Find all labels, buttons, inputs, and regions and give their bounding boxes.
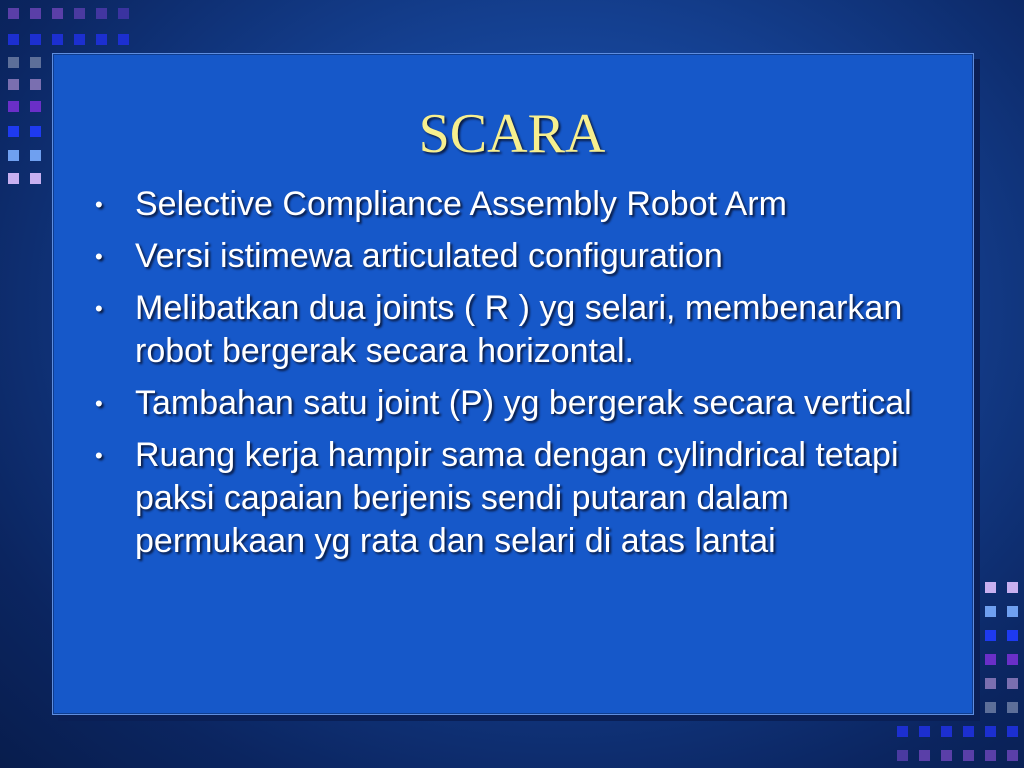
bullet-text: Selective Compliance Assembly Robot Arm [135,185,787,223]
bullet-dot-icon: • [95,443,103,468]
bullet-dot-icon: • [95,192,103,217]
bullet-dot-icon: • [95,391,103,416]
bullet-item [92,287,942,373]
bullet-item [92,183,942,226]
bullet-text: Ruang kerja hampir sama dengan cylindrical tetapi paksi capaian berjenis sendi putaran dalam permukaan yg rata dan selari di atas lantai [135,436,899,560]
bullet-item [92,235,942,278]
bullet-text: Melibatkan dua joints ( R ) yg selari, membenarkan robot bergerak secara horizontal. [135,289,903,370]
bullet-dot-icon: • [95,296,103,321]
bullet-dot-icon: • [95,244,103,269]
bullet-item [92,382,942,425]
bullet-list [92,183,942,572]
slide-title: SCARA [418,103,606,165]
bullet-text: Versi istimewa articulated configuration [135,237,723,275]
bullet-text: Tambahan satu joint (P) yg bergerak secara vertical [135,384,912,422]
bullet-item [92,434,942,563]
